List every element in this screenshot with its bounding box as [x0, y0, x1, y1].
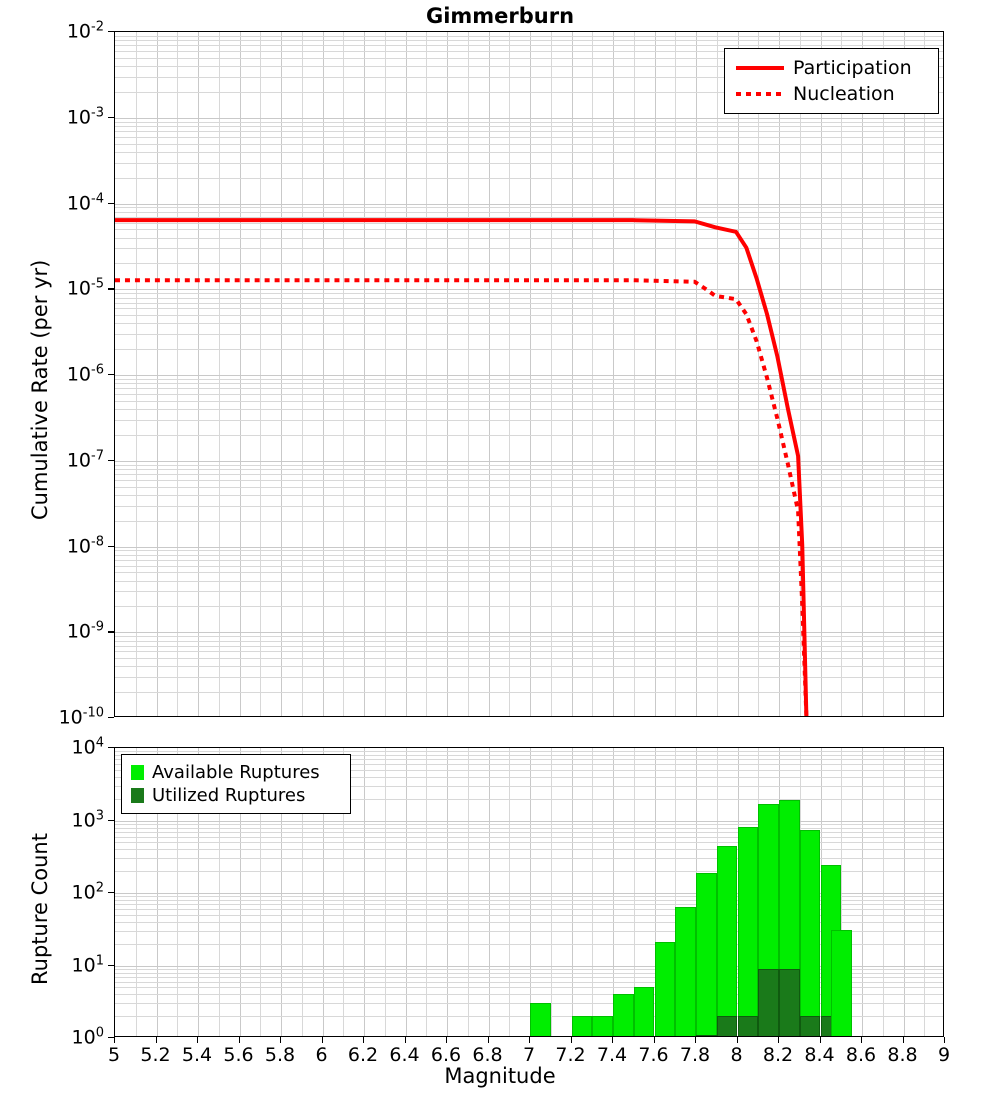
bar-available-ruptures: [655, 942, 676, 1037]
bar-available-ruptures: [738, 827, 759, 1037]
x-tick-label: 5.6: [223, 1044, 254, 1066]
x-tick-label: 5.8: [264, 1044, 296, 1066]
gridline-vertical: [489, 748, 490, 1036]
x-tick-mark: [156, 1037, 157, 1043]
bar: [592, 748, 613, 1037]
x-tick-label: 8.8: [887, 1044, 918, 1066]
x-tick-label: 6: [315, 1044, 328, 1066]
gridline-vertical: [862, 748, 863, 1036]
y-tick-mark: [108, 717, 114, 718]
y-tick-label: $10^{-2}$: [66, 19, 104, 43]
legend-label-available-ruptures: Available Ruptures: [152, 762, 320, 783]
bar: [613, 748, 634, 1037]
cumulative-rate-plot: [114, 31, 944, 717]
x-tick-mark: [654, 1037, 655, 1043]
x-tick-label: 6.4: [389, 1044, 420, 1066]
bar: [717, 748, 738, 1037]
x-tick-mark: [695, 1037, 696, 1043]
x-tick-mark: [322, 1037, 323, 1043]
bar-available-ruptures: [592, 1016, 613, 1037]
green-swatch-icon: [131, 765, 144, 780]
bar: [634, 748, 655, 1037]
top-curve-layer: [115, 32, 943, 716]
y-tick-mark: [108, 965, 114, 966]
x-tick-mark: [737, 1037, 738, 1043]
x-tick-mark: [820, 1037, 821, 1043]
y-tick-mark: [108, 460, 114, 461]
gridline-vertical: [426, 748, 427, 1036]
dark-green-swatch-icon: [131, 788, 144, 803]
y-tick-mark: [108, 892, 114, 893]
y-tick-mark: [108, 546, 114, 547]
bar: [779, 748, 800, 1037]
legend-label-utilized-ruptures: Utilized Ruptures: [152, 785, 306, 806]
x-tick-mark: [363, 1037, 364, 1043]
series-line-nucleation: [115, 280, 806, 716]
bar: [800, 748, 821, 1037]
bar: [530, 748, 551, 1037]
y-tick-label: $10^{-9}$: [66, 619, 104, 643]
y-tick-label: $10^{-7}$: [66, 448, 104, 472]
x-tick-mark: [114, 1037, 115, 1043]
y-tick-label: $10^0$: [71, 1025, 104, 1049]
y-tick-mark: [108, 820, 114, 821]
gridline-vertical: [364, 748, 365, 1036]
gridline-vertical: [406, 748, 407, 1036]
legend-item-nucleation: [734, 81, 929, 107]
x-tick-mark: [944, 1037, 945, 1043]
solid-line-icon: [734, 59, 786, 77]
bar-utilized-ruptures: [738, 1016, 759, 1037]
y-tick-label: $10^{-8}$: [66, 533, 104, 558]
top-axis-y-title: Cumulative Rate (per yr): [28, 259, 52, 520]
y-tick-mark: [108, 631, 114, 632]
bar-available-ruptures: [613, 994, 634, 1037]
x-tick-mark: [197, 1037, 198, 1043]
x-tick-label: 6.8: [472, 1044, 503, 1066]
gridline-vertical: [924, 748, 925, 1036]
gridline-vertical: [468, 748, 469, 1036]
bar-utilized-ruptures: [717, 1016, 738, 1037]
bar: [758, 748, 779, 1037]
y-tick-label: $10^{-10}$: [58, 705, 104, 729]
gridline-vertical: [883, 748, 884, 1036]
x-tick-mark: [529, 1037, 530, 1043]
bar: [655, 748, 676, 1037]
y-tick-label: $10^3$: [71, 807, 104, 832]
x-tick-label: 6.2: [347, 1044, 379, 1066]
top-legend: [724, 48, 939, 114]
bar-utilized-ruptures: [800, 1016, 821, 1037]
x-tick-mark: [280, 1037, 281, 1043]
y-tick-label: $10^{-6}$: [66, 362, 104, 386]
gridline-vertical: [904, 748, 905, 1036]
gridline-vertical: [551, 748, 552, 1036]
x-tick-label: 8: [730, 1044, 743, 1066]
bar-available-ruptures: [717, 846, 738, 1037]
series-line-participation: [115, 220, 806, 716]
y-tick-label: $10^{-3}$: [66, 105, 104, 129]
x-tick-label: 8.2: [762, 1044, 794, 1066]
x-tick-label: 6.6: [430, 1044, 462, 1066]
bar: [696, 748, 717, 1037]
y-tick-mark: [108, 747, 114, 748]
legend-label-nucleation: Nucleation: [793, 83, 895, 105]
rupture-count-plot: [114, 747, 944, 1037]
bottom-legend: [121, 754, 351, 814]
x-tick-mark: [405, 1037, 406, 1043]
x-tick-mark: [571, 1037, 572, 1043]
x-tick-label: 7.4: [596, 1044, 628, 1066]
gridline-vertical: [509, 748, 510, 1036]
x-tick-label: 7.6: [638, 1044, 669, 1066]
bar-utilized-ruptures: [779, 969, 800, 1037]
x-tick-label: 7: [522, 1044, 536, 1066]
bar-available-ruptures: [696, 873, 717, 1037]
x-tick-mark: [612, 1037, 613, 1043]
bar: [675, 748, 696, 1037]
bar-available-ruptures: [530, 1003, 551, 1037]
x-tick-label: 7.2: [555, 1044, 586, 1066]
y-tick-mark: [108, 374, 114, 375]
y-tick-mark: [108, 117, 114, 118]
x-tick-mark: [903, 1037, 904, 1043]
legend-item-utilized-ruptures: [131, 784, 341, 807]
y-tick-mark: [108, 288, 114, 289]
y-tick-label: $10^2$: [71, 880, 104, 904]
x-tick-mark: [446, 1037, 447, 1043]
x-tick-mark: [778, 1037, 779, 1043]
x-tick-label: 8.4: [804, 1044, 835, 1066]
bottom-axis-y-title: Rupture Count: [28, 833, 52, 985]
y-tick-label: $10^{-5}$: [66, 276, 104, 300]
x-tick-label: 5.4: [181, 1044, 213, 1066]
bar-utilized-ruptures: [696, 1035, 717, 1037]
bar-available-ruptures: [800, 830, 821, 1037]
y-tick-label: $10^{-4}$: [66, 190, 104, 215]
bottom-axis-x-title: Magnitude: [444, 1064, 556, 1088]
bar-available-ruptures: [675, 907, 696, 1037]
legend-item-participation: [734, 55, 929, 81]
y-tick-mark: [108, 203, 114, 204]
y-tick-label: $10^4$: [71, 735, 104, 759]
bar-available-ruptures: [634, 987, 655, 1037]
dotted-line-icon: [734, 85, 786, 103]
x-tick-label: 9: [937, 1044, 951, 1066]
bar-available-ruptures: [572, 1016, 593, 1037]
legend-item-available-ruptures: [131, 761, 341, 784]
x-tick-label: 7.8: [679, 1044, 711, 1066]
x-tick-mark: [861, 1037, 862, 1043]
y-tick-mark: [108, 31, 114, 32]
gridline-vertical: [385, 748, 386, 1036]
x-tick-label: 5.2: [140, 1044, 171, 1066]
legend-label-participation: Participation: [793, 57, 912, 79]
bar: [572, 748, 593, 1037]
y-tick-label: $10^1$: [71, 952, 104, 977]
bar-utilized-ruptures: [758, 969, 779, 1037]
x-tick-label: 8.6: [845, 1044, 877, 1066]
x-tick-mark: [239, 1037, 240, 1043]
x-tick-label: 5: [107, 1044, 121, 1066]
gridline-vertical: [447, 748, 448, 1036]
bar: [738, 748, 759, 1037]
page-title: Gimmerburn: [425, 4, 575, 28]
bar-available-ruptures: [831, 930, 852, 1037]
bar: [831, 748, 852, 1037]
x-tick-mark: [488, 1037, 489, 1043]
